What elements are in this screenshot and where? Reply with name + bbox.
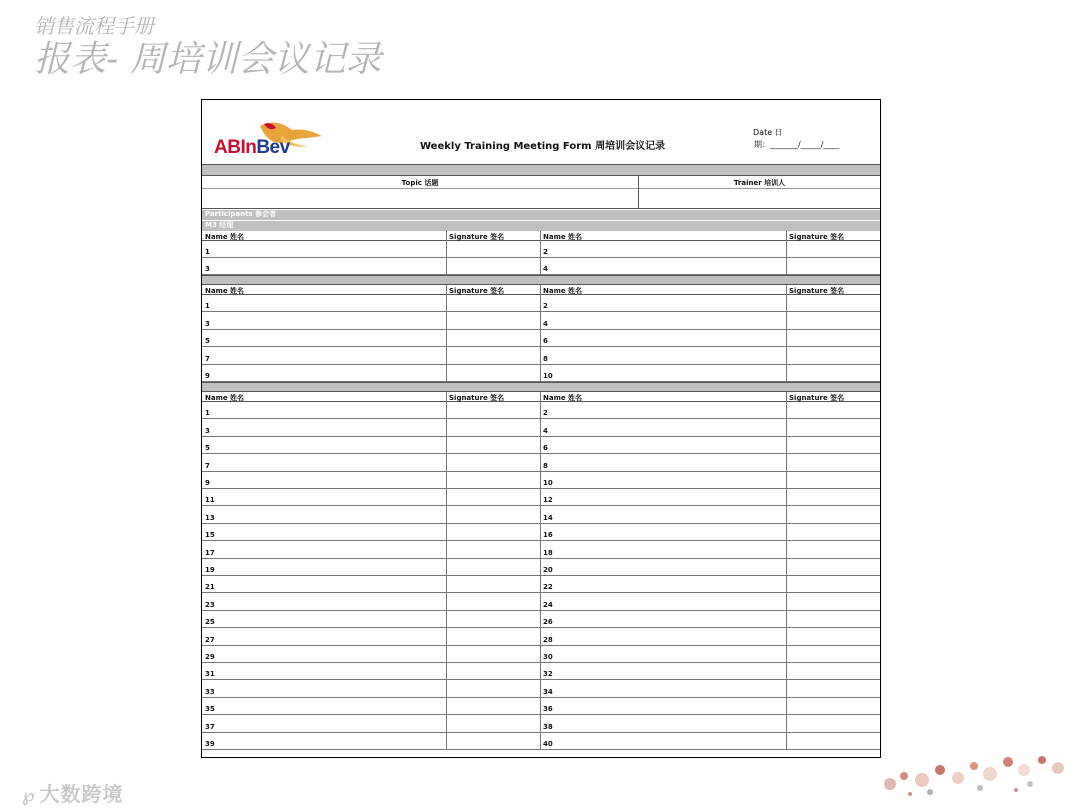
row-number: 2 [543, 302, 548, 311]
row-number: 10 [543, 478, 553, 487]
column-divider [446, 285, 447, 382]
participant-row[interactable] [202, 258, 880, 275]
decorative-floral-image [870, 740, 1075, 800]
column-divider [540, 285, 541, 382]
row-number: 35 [205, 705, 215, 714]
date-field[interactable]: 期：_______/_____/____ [754, 140, 840, 149]
m3-label: M3 经理 [202, 221, 880, 231]
row-number: 2 [543, 248, 548, 256]
row-number: 30 [543, 652, 553, 661]
participant-row[interactable] [202, 611, 880, 628]
participant-row[interactable] [202, 241, 880, 258]
footer-brand-text: 大数跨境 [39, 782, 124, 806]
row-number: 20 [543, 565, 553, 574]
participant-row[interactable] [202, 733, 880, 750]
row-number: 1 [205, 248, 210, 256]
signature-header: Signature 签名 [789, 394, 845, 402]
column-header-row [202, 392, 880, 402]
participant-row[interactable] [202, 698, 880, 715]
row-number: 4 [543, 426, 548, 435]
signature-header: Signature 签名 [449, 233, 505, 241]
logo-text-ab: ABIn [214, 137, 257, 158]
row-number: 22 [543, 583, 553, 592]
column-divider [446, 392, 447, 750]
trainer-cell[interactable] [639, 176, 880, 208]
name-header: Name 姓名 [543, 233, 583, 241]
form-header [202, 100, 880, 164]
row-number: 7 [205, 354, 210, 363]
row-number: 5 [205, 337, 210, 346]
participant-row[interactable] [202, 559, 880, 576]
row-number: 15 [205, 531, 215, 540]
participant-row[interactable] [202, 524, 880, 541]
row-number: 40 [543, 739, 553, 748]
row-number: 26 [543, 618, 553, 627]
row-number: 19 [205, 565, 215, 574]
topic-cell[interactable] [202, 176, 639, 208]
row-number: 7 [205, 461, 210, 470]
participant-row[interactable] [202, 715, 880, 732]
row-number: 39 [205, 739, 215, 748]
column-divider [540, 231, 541, 275]
participant-row[interactable] [202, 646, 880, 663]
participant-row[interactable] [202, 506, 880, 523]
row-number: 34 [543, 687, 553, 696]
participant-row[interactable] [202, 454, 880, 471]
participant-row[interactable] [202, 347, 880, 364]
name-header: Name 姓名 [205, 394, 245, 402]
signature-header: Signature 签名 [449, 287, 505, 295]
section-separator-bar [202, 382, 880, 392]
trainer-label: Trainer 培训人 [733, 179, 786, 187]
row-number: 17 [205, 548, 215, 557]
footer-brand [22, 778, 124, 807]
row-number: 3 [205, 265, 210, 273]
topic-trainer-row [202, 176, 880, 209]
participant-row[interactable] [202, 295, 880, 312]
row-number: 12 [543, 496, 553, 505]
participant-row[interactable] [202, 576, 880, 593]
name-header: Name 姓名 [543, 287, 583, 295]
row-number: 4 [543, 265, 548, 273]
name-header: Name 姓名 [205, 287, 245, 295]
row-number: 37 [205, 722, 215, 731]
row-number: 33 [205, 687, 215, 696]
logo-text-bev: Bev [256, 137, 290, 158]
row-number: 9 [205, 371, 210, 380]
row-number: 6 [543, 444, 548, 453]
row-number: 38 [543, 722, 553, 731]
participant-row[interactable] [202, 593, 880, 610]
participant-row[interactable] [202, 330, 880, 347]
participants-label: Participants 参会者 [202, 210, 880, 220]
row-number: 8 [543, 461, 548, 470]
row-number: 23 [205, 600, 215, 609]
column-divider [786, 231, 787, 275]
row-number: 14 [543, 513, 553, 522]
abinbev-logo [212, 118, 332, 158]
participant-row[interactable] [202, 365, 880, 382]
form-title: Weekly Training Meeting Form 周培训会议记录 [420, 141, 666, 152]
participant-row[interactable] [202, 489, 880, 506]
participant-row[interactable] [202, 402, 880, 419]
row-number: 4 [543, 319, 548, 328]
row-number: 6 [543, 337, 548, 346]
row-number: 2 [543, 409, 548, 418]
topic-label: Topic 话题 [401, 179, 439, 187]
participant-row[interactable] [202, 419, 880, 436]
participant-row[interactable] [202, 628, 880, 645]
name-header: Name 姓名 [543, 394, 583, 402]
training-form [201, 99, 881, 758]
row-number: 10 [543, 371, 553, 380]
row-number: 25 [205, 618, 215, 627]
row-number: 8 [543, 354, 548, 363]
column-divider [786, 392, 787, 750]
signature-header: Signature 签名 [789, 233, 845, 241]
column-header-row [202, 231, 880, 241]
row-number: 24 [543, 600, 553, 609]
brand-icon: ℘ [22, 785, 36, 806]
name-header: Name 姓名 [205, 233, 245, 241]
signature-header: Signature 签名 [449, 394, 505, 402]
participant-row[interactable] [202, 541, 880, 558]
row-number: 32 [543, 670, 553, 679]
row-number: 3 [205, 426, 210, 435]
participant-row[interactable] [202, 437, 880, 454]
participant-row[interactable] [202, 663, 880, 680]
column-header-row [202, 285, 880, 295]
row-number: 13 [205, 513, 215, 522]
participant-row[interactable] [202, 312, 880, 329]
slide-title: 报表- 周培训会议记录 [34, 39, 382, 80]
separator-bar [202, 164, 880, 176]
row-number: 27 [205, 635, 215, 644]
row-number: 11 [205, 496, 215, 505]
participant-row[interactable] [202, 680, 880, 697]
row-number: 18 [543, 548, 553, 557]
row-number: 3 [205, 319, 210, 328]
participant-row[interactable] [202, 472, 880, 489]
row-number: 21 [205, 583, 215, 592]
row-number: 29 [205, 652, 215, 661]
column-divider [540, 392, 541, 750]
row-number: 1 [205, 302, 210, 311]
section-separator-bar [202, 275, 880, 285]
row-number: 31 [205, 670, 215, 679]
column-divider [786, 285, 787, 382]
date-label: Date 日 [753, 128, 783, 137]
row-number: 5 [205, 444, 210, 453]
row-number: 9 [205, 478, 210, 487]
row-number: 28 [543, 635, 553, 644]
row-number: 16 [543, 531, 553, 540]
slide-subtitle: 销售流程手册 [34, 14, 154, 38]
column-divider [446, 231, 447, 275]
signature-header: Signature 签名 [789, 287, 845, 295]
row-number: 1 [205, 409, 210, 418]
row-number: 36 [543, 705, 553, 714]
